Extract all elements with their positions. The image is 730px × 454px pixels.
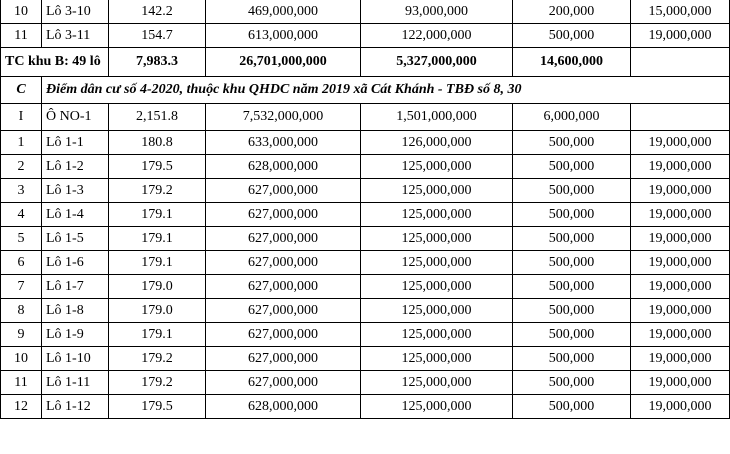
stt-cell: 7	[1, 275, 42, 299]
stt-cell: 10	[1, 0, 42, 24]
lot-name-cell: Lô 3-11	[42, 24, 109, 48]
area-cell: 179.1	[109, 203, 206, 227]
area-cell: 180.8	[109, 131, 206, 155]
value-cell: 125,000,000	[361, 395, 513, 419]
value-cell: 613,000,000	[206, 24, 361, 48]
area-cell: 179.1	[109, 323, 206, 347]
value-cell: 500,000	[513, 395, 631, 419]
table-row	[1, 347, 730, 371]
value-cell: 627,000,000	[206, 299, 361, 323]
value-cell: 627,000,000	[206, 251, 361, 275]
value-cell: 627,000,000	[206, 179, 361, 203]
table-row	[1, 227, 730, 251]
value-cell: 125,000,000	[361, 155, 513, 179]
table-row	[1, 251, 730, 275]
value-cell: 19,000,000	[631, 371, 730, 395]
table-row	[1, 275, 730, 299]
table-row	[1, 24, 730, 48]
lot-name-cell: Lô 1-4	[42, 203, 109, 227]
total-row-b	[1, 48, 730, 77]
table-row	[1, 323, 730, 347]
table-row	[1, 203, 730, 227]
stt-cell: 5	[1, 227, 42, 251]
value-cell: 200,000	[513, 0, 631, 24]
value-cell: 19,000,000	[631, 155, 730, 179]
area-cell: 154.7	[109, 24, 206, 48]
value-cell: 19,000,000	[631, 179, 730, 203]
value-cell: 19,000,000	[631, 24, 730, 48]
section-row-c	[1, 77, 730, 104]
value-cell: 125,000,000	[361, 299, 513, 323]
group-value: 1,501,000,000	[361, 104, 513, 131]
value-cell: 125,000,000	[361, 251, 513, 275]
value-cell: 469,000,000	[206, 0, 361, 24]
lot-name-cell: Lô 1-2	[42, 155, 109, 179]
table-row	[1, 371, 730, 395]
area-cell: 179.1	[109, 227, 206, 251]
area-cell: 179.2	[109, 371, 206, 395]
value-cell: 500,000	[513, 24, 631, 48]
lot-name-cell: Lô 1-6	[42, 251, 109, 275]
value-cell: 627,000,000	[206, 227, 361, 251]
value-cell: 500,000	[513, 131, 631, 155]
area-cell: 179.2	[109, 347, 206, 371]
stt-cell: 10	[1, 347, 42, 371]
value-cell: 125,000,000	[361, 371, 513, 395]
value-cell: 19,000,000	[631, 395, 730, 419]
area-cell: 179.5	[109, 395, 206, 419]
stt-cell: 8	[1, 299, 42, 323]
stt-cell: 6	[1, 251, 42, 275]
value-cell: 125,000,000	[361, 179, 513, 203]
value-cell: 500,000	[513, 347, 631, 371]
value-cell: 500,000	[513, 299, 631, 323]
table-row	[1, 299, 730, 323]
lot-name-cell: Lô 1-10	[42, 347, 109, 371]
stt-cell: 9	[1, 323, 42, 347]
value-cell: 19,000,000	[631, 203, 730, 227]
value-cell: 125,000,000	[361, 275, 513, 299]
total-label: TC khu B: 49 lô	[1, 48, 109, 77]
value-cell: 500,000	[513, 251, 631, 275]
stt-cell: 11	[1, 371, 42, 395]
group-name: Ô NO-1	[42, 104, 109, 131]
value-cell: 627,000,000	[206, 347, 361, 371]
value-cell: 500,000	[513, 203, 631, 227]
total-value: 26,701,000,000	[206, 48, 361, 77]
stt-cell: 2	[1, 155, 42, 179]
value-cell: 628,000,000	[206, 155, 361, 179]
value-cell: 500,000	[513, 323, 631, 347]
total-area: 7,983.3	[109, 48, 206, 77]
lot-name-cell: Lô 1-1	[42, 131, 109, 155]
value-cell: 125,000,000	[361, 203, 513, 227]
section-stt: C	[1, 77, 42, 104]
value-cell: 628,000,000	[206, 395, 361, 419]
lot-name-cell: Lô 1-8	[42, 299, 109, 323]
value-cell: 19,000,000	[631, 131, 730, 155]
value-cell: 500,000	[513, 179, 631, 203]
value-cell: 19,000,000	[631, 227, 730, 251]
value-cell: 126,000,000	[361, 131, 513, 155]
table-row	[1, 155, 730, 179]
value-cell: 500,000	[513, 371, 631, 395]
total-value: 14,600,000	[513, 48, 631, 77]
lot-name-cell: Lô 1-9	[42, 323, 109, 347]
lot-name-cell: Lô 1-3	[42, 179, 109, 203]
total-value: 5,327,000,000	[361, 48, 513, 77]
value-cell: 125,000,000	[361, 323, 513, 347]
area-cell: 179.5	[109, 155, 206, 179]
area-cell: 179.2	[109, 179, 206, 203]
lot-name-cell: Lô 1-5	[42, 227, 109, 251]
stt-cell: 12	[1, 395, 42, 419]
stt-cell: 11	[1, 24, 42, 48]
value-cell: 125,000,000	[361, 227, 513, 251]
section-title: Điểm dân cư số 4-2020, thuộc khu QHDC năm 2019 xã Cát Khánh - TBĐ số 8, 30	[42, 77, 730, 104]
lot-name-cell: Lô 1-11	[42, 371, 109, 395]
total-value	[631, 48, 730, 77]
stt-cell: 3	[1, 179, 42, 203]
value-cell: 19,000,000	[631, 347, 730, 371]
table-row	[1, 0, 730, 24]
group-value	[631, 104, 730, 131]
value-cell: 500,000	[513, 275, 631, 299]
value-cell: 500,000	[513, 227, 631, 251]
group-area: 2,151.8	[109, 104, 206, 131]
area-cell: 179.1	[109, 251, 206, 275]
value-cell: 627,000,000	[206, 323, 361, 347]
value-cell: 633,000,000	[206, 131, 361, 155]
table-row	[1, 395, 730, 419]
lot-name-cell: Lô 3-10	[42, 0, 109, 24]
value-cell: 19,000,000	[631, 299, 730, 323]
lot-name-cell: Lô 1-7	[42, 275, 109, 299]
value-cell: 627,000,000	[206, 371, 361, 395]
area-cell: 179.0	[109, 299, 206, 323]
group-stt: I	[1, 104, 42, 131]
value-cell: 19,000,000	[631, 323, 730, 347]
group-value: 7,532,000,000	[206, 104, 361, 131]
value-cell: 93,000,000	[361, 0, 513, 24]
table-row	[1, 179, 730, 203]
group-row	[1, 104, 730, 131]
area-cell: 142.2	[109, 0, 206, 24]
value-cell: 500,000	[513, 155, 631, 179]
value-cell: 627,000,000	[206, 275, 361, 299]
value-cell: 15,000,000	[631, 0, 730, 24]
value-cell: 627,000,000	[206, 203, 361, 227]
group-value: 6,000,000	[513, 104, 631, 131]
value-cell: 19,000,000	[631, 275, 730, 299]
lot-name-cell: Lô 1-12	[42, 395, 109, 419]
value-cell: 122,000,000	[361, 24, 513, 48]
area-cell: 179.0	[109, 275, 206, 299]
value-cell: 19,000,000	[631, 251, 730, 275]
stt-cell: 4	[1, 203, 42, 227]
stt-cell: 1	[1, 131, 42, 155]
table-row	[1, 131, 730, 155]
value-cell: 125,000,000	[361, 347, 513, 371]
